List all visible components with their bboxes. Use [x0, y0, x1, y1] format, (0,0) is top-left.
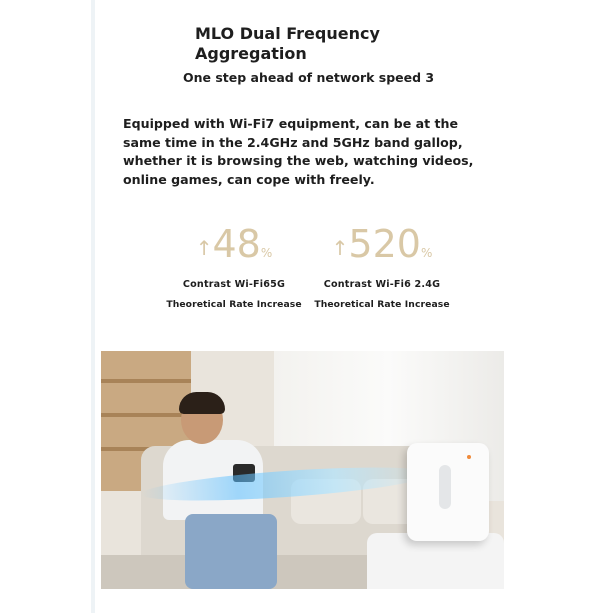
description-text: Equipped with Wi-Fi7 equipment, can be at the same time in the 2.4GHz and 5GHz band gallop, whether it is browsing the web, watching videos, online games, can cope with freely. — [123, 116, 474, 187]
stat-value-row — [149, 220, 319, 277]
up-arrow-icon: ↑ — [331, 236, 349, 260]
stat-block-48 — [149, 220, 319, 310]
page-subtitle: One step ahead of network speed 3 — [183, 70, 435, 85]
status-led-icon — [467, 455, 471, 459]
left-border — [91, 0, 95, 613]
stat-value: 48 — [212, 222, 261, 266]
title-line-1: MLO Dual Frequency — [195, 24, 380, 43]
side-table — [367, 533, 504, 589]
stat-caption: Theoretical Rate Increase — [166, 299, 302, 310]
stat-label: Contrast Wi-Fi65G — [182, 279, 286, 290]
product-lifestyle-photo — [101, 351, 504, 589]
stat-value: 520 — [348, 222, 421, 266]
stat-unit: % — [260, 246, 273, 260]
stat-block-520 — [297, 220, 467, 310]
up-arrow-icon: ↑ — [195, 236, 213, 260]
stat-value-row — [297, 220, 467, 277]
title-line-2: Aggregation — [195, 44, 307, 63]
stat-caption: Theoretical Rate Increase — [314, 299, 450, 310]
router-device — [407, 443, 489, 541]
page-title — [195, 24, 380, 64]
stat-unit: % — [420, 246, 433, 260]
stat-label: Contrast Wi-Fi6 2.4G — [323, 279, 441, 290]
